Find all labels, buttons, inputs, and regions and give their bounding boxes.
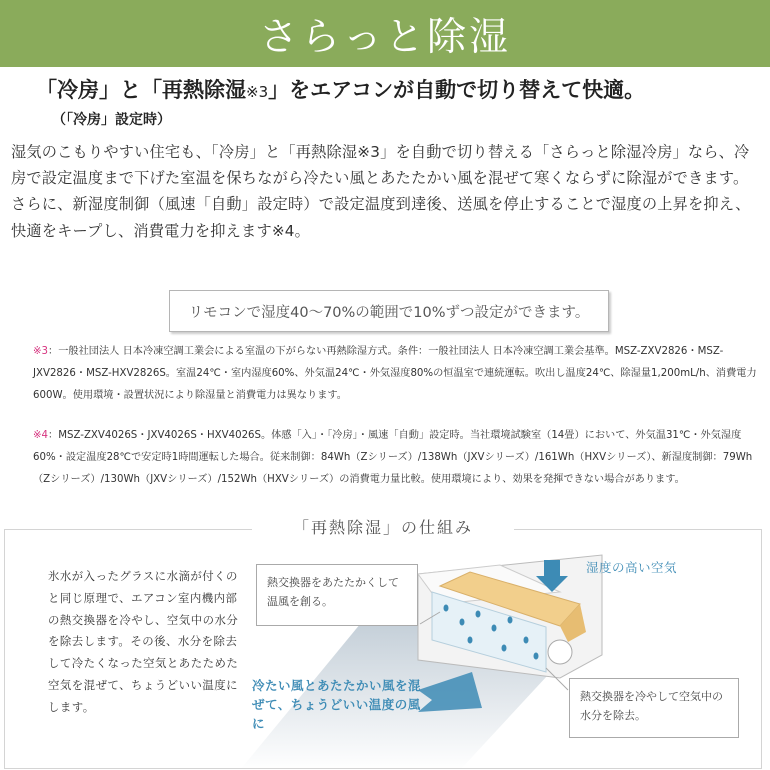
mechanism-description: 氷水が入ったグラスに水滴が付くのと同じ原理で、エアコン室内機内部の熱交換器を冷やし、空気中の水分を除去します。その後、水分を除去して冷たくなった空気とあたためた空気を混ぜて、ちょうどいい温度にします。 (48, 569, 239, 714)
footnote-4-text: ：MSZ-ZXV4026S・JXV4026S・HXV4026S。体感「入」・「冷房」・風速「自動」設定時。当社環境試験室（14畳）において、外気温31℃・外気湿度60%・設定温度28℃で安定時1時間運転した場合。従来制御：84Wh（Zシリーズ）/138Wh（JXVシリーズ）/161Wh（HXVシリーズ）、新湿度制御：79Wh（Zシリーズ）/130Wh（JXVシリーズ）/152Wh（HXVシリーズ）の消費電力量比較。使用環境により、効果を発揮できない場合があります。 (33, 430, 753, 485)
mechanism-title: 「再熱除湿」の仕組み (252, 513, 514, 543)
footnote-3-text: ：一般社団法人 日本冷凍空調工業会による室温の下がらない再熱除湿方式。条件：一般社団法人 日本冷凍空調工業会基準。MSZ-ZXV2826・MSZ-JXV2826・MSZ-HXV2826S。室温24℃・室内湿度60%、外気温24℃・外気湿度80%の恒温室で連続運転。吹出し温度24℃、除湿量1,200mL/h、消費電力600W。使用環境・設置状況により除湿量と消費電力は異なります。 (33, 346, 757, 401)
callout-warm-exchanger: 熱交換器をあたたかくして温風を創る。 (256, 564, 418, 626)
footnote-4-mark: ※4 (33, 430, 49, 441)
banner-title: さらっと除湿 (258, 14, 511, 60)
headline-note-mark: ※3 (246, 83, 269, 101)
fan-icon (548, 640, 572, 664)
remote-control-note: リモコンで湿度40〜70%の範囲で10%ずつ設定ができます。 (169, 290, 609, 332)
body-paragraph-2: さらに、新湿度制御（風速「自動」設定時）で設定温度到達後、送風を停止することで湿度の上昇を抑え、快適をキープし、消費電力を抑えます※4。 (11, 195, 751, 240)
body-paragraph-1: 湿気のこもりやすい住宅も、「冷房」と「再熱除湿※3」を自動で切り替える「さらっと除湿冷房」なら、冷房で設定温度まで下げた室温を保ちながら冷たい風とあたたかい風を混ぜて寒くならずに除湿ができます。 (11, 143, 750, 188)
headline-before: 「冷房」と「再熱除湿 (36, 78, 246, 102)
subheading: （「冷房」設定時） (52, 112, 171, 128)
headline-after: 」をエアコンが自動で切り替えて快適。 (268, 78, 646, 102)
callout-cool-exchanger: 熱交換器を冷やして空気中の水分を除去。 (569, 678, 739, 738)
mixed-air-label: 冷たい風とあたたかい風を混ぜて、ちょうどいい温度の風に (252, 678, 422, 731)
footnote-3-mark: ※3 (33, 346, 49, 357)
humid-air-label: 湿度の高い空気 (586, 560, 678, 575)
